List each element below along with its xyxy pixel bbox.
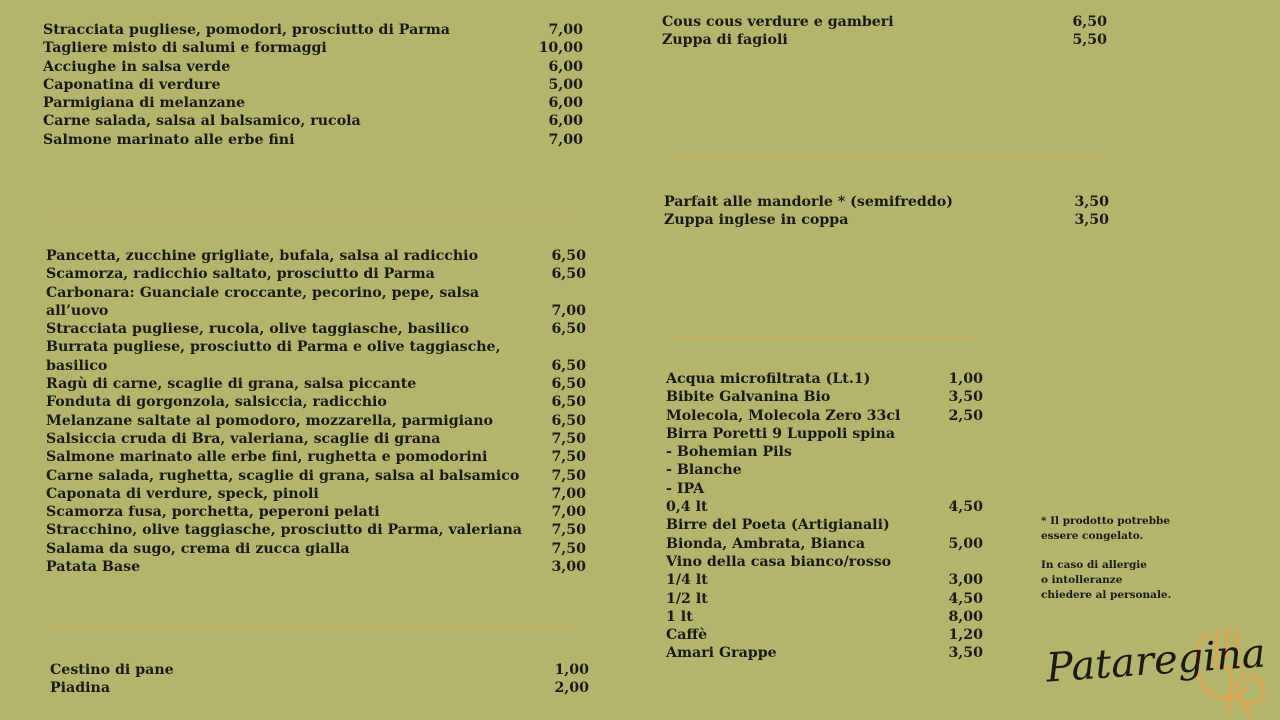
menu-item [46,448,586,466]
menu-item [43,39,583,57]
menu-item [666,516,983,534]
menu-item-name: Scamorza, radicchio saltato, prosciutto di Parma [46,266,435,283]
menu-item [46,338,586,375]
menu-item-name: Patata Base [46,559,141,576]
menu-item-name: Melanzane saltate al pomodoro, mozzarella, parmigiano [46,412,493,429]
menu-item-name: Zuppa di fagioli [662,32,788,49]
divider-patate [48,626,584,627]
menu-item-name: 0,4 lt [666,499,708,516]
menu-item [46,247,586,265]
menu-item-name: Caponata di verdure, speck, pinoli [46,485,319,502]
menu-item-price: 8,00 [948,608,983,625]
antipasti-section [43,21,583,149]
menu-item-price: 6,50 [551,376,586,393]
bevande-section [666,370,983,663]
menu-item-name: Cous cous verdure e gamberi [662,14,894,30]
menu-item-name: Acqua microfiltrata (Lt.1) [666,371,871,387]
menu-item-price: 3,00 [551,559,586,576]
menu-item [46,430,586,448]
menu-item [46,558,586,576]
menu-item-price: 7,00 [551,302,586,319]
menu-item-name: Birra Poretti 9 Luppoli spina [666,425,896,442]
menu-item-name: Salmone marinato alle erbe fini [43,131,295,148]
menu-item-price: 5,50 [1072,32,1107,49]
menu-item-price: 7,50 [551,467,586,484]
menu-item-name: Burrata pugliese, prosciutto di Parma e olive taggiasche, basilico [46,339,501,374]
menu-item-name: Ragù di carne, scaglie di grana, salsa piccante [46,376,417,393]
menu-item [43,94,583,112]
menu-item-name: - Bohemian Pils [666,444,792,461]
menu-item [50,679,589,697]
note-congelato: * Il prodotto potrebbe essere congelato. [1041,515,1171,542]
menu-item [662,13,1107,31]
menu-item [46,393,586,411]
menu-item [46,521,586,539]
menu-item-name: Vino della casa bianco/rosso [666,553,892,570]
pataregina-logo [1042,628,1278,720]
menu-item [43,76,583,94]
menu-item [666,461,983,479]
menu-item-price: 4,50 [948,499,983,516]
menu-item [46,540,586,558]
menu-item [666,443,983,461]
menu-item [46,284,586,321]
menu-item-name: Carne salada, salsa al balsamico, rucola [43,113,361,130]
menu-item-name: Tagliere misto di salumi e formaggi [43,40,327,57]
menu-item [666,535,983,553]
divider-piatti [664,158,1108,159]
menu-item-name: Caponatina di verdure [43,76,221,93]
menu-item-price: 7,50 [551,430,586,447]
menu-item [664,193,1109,211]
menu-item-name: Acciughe in salsa verde [43,58,231,75]
menu-item-name: Salsiccia cruda di Bra, valeriana, scaglie di grana [46,430,441,447]
menu-item-name: 1/2 lt [666,590,708,607]
menu-item-price: 10,00 [538,40,583,57]
menu-item-price: 2,50 [948,407,983,424]
menu-item-name: Scamorza fusa, porchetta, peperoni pelati [46,504,380,521]
menu-item [666,590,983,608]
menu-item [666,571,983,589]
menu-item-name: Caffè [666,627,708,644]
menu-item-name: Amari Grappe [666,645,777,662]
menu-item-price: 1,00 [554,662,589,678]
menu-item-price: 1,20 [948,627,983,644]
menu-item [664,211,1109,229]
menu-item-name: Bibite Galvanina Bio [666,389,831,406]
menu-item [666,407,983,425]
menu-item-price: 6,50 [551,248,586,264]
menu-item-price: 7,00 [551,504,586,521]
menu-item [666,480,983,498]
menu-item [662,31,1107,49]
menu-item [46,375,586,393]
menu-item-name: 1/4 lt [666,572,708,589]
menu-item-name: Fonduta di gorgonzola, salsiccia, radicchio [46,394,387,411]
menu-item-name: Piadina [50,680,111,697]
menu-item [46,265,586,283]
menu-item-name: Stracciata pugliese, pomodori, prosciutto di Parma [43,22,450,38]
menu-item-name: Parmigiana di melanzane [43,95,246,112]
menu-item-price: 3,50 [948,389,983,406]
menu-item [666,370,983,388]
divider-antipasti [45,213,579,214]
menu-item [666,388,983,406]
menu-item [666,498,983,516]
note-spacer [1041,544,1211,558]
divider-dolci [664,336,978,337]
piatti-section [662,13,1107,50]
menu-item [50,661,589,679]
menu-item [666,425,983,443]
menu-item-price: 6,50 [551,412,586,429]
patate-section [46,247,586,576]
note-allergie: In caso di allergie o intolleranze chiedere al personale. [1041,559,1172,601]
menu-item-price: 5,00 [948,535,983,552]
menu-item-price: 7,50 [551,540,586,557]
menu-item-price: 6,00 [548,58,583,75]
menu-item-name: Bionda, Ambrata, Bianca [666,535,866,552]
menu-item-price: 3,50 [1074,194,1109,210]
menu-item-price: 7,50 [551,522,586,539]
menu-item-name: Molecola, Molecola Zero 33cl [666,407,901,424]
menu-item [46,485,586,503]
menu-item-price: 6,00 [548,95,583,112]
menu-item-price: 6,50 [551,394,586,411]
menu-item-price: 3,50 [1074,212,1109,229]
allergy-note [1041,514,1211,603]
menu-item-name: - Blanche [666,462,742,479]
menu-item-name: Zuppa inglese in coppa [664,212,849,229]
menu-item-name: Salama da sugo, crema di zucca gialla [46,540,350,557]
menu-item-price: 2,00 [554,680,589,697]
menu-item-price: 6,00 [548,113,583,130]
menu-item-name: 1 lt [666,608,693,625]
menu-item-name: Carbonara: Guanciale croccante, pecorino, pepe, salsa all’uovo [46,284,480,319]
menu-item [666,553,983,571]
menu-item [46,467,586,485]
menu-item [43,21,583,39]
menu-item-price: 6,50 [551,266,586,283]
menu-item-price: 7,50 [551,449,586,466]
pane-section [50,661,589,698]
logo-text: Pataregina [1044,630,1268,692]
menu-item-name: Stracciata pugliese, rucola, olive taggiasche, basilico [46,321,470,338]
menu-item-price: 7,00 [548,22,583,38]
menu-item-price: 3,00 [948,572,983,589]
menu-item-price: 4,50 [948,590,983,607]
menu-item-price: 6,50 [1072,14,1107,30]
menu-item [46,320,586,338]
menu-item [46,503,586,521]
menu-item-name: Birre del Poeta (Artigianali) [666,517,890,534]
menu-item [666,608,983,626]
menu-item [46,412,586,430]
menu-item-name: Pancetta, zucchine grigliate, bufala, salsa al radicchio [46,248,479,264]
menu-item [666,626,983,644]
menu-item-price: 1,00 [948,371,983,387]
menu-item-name: - IPA [666,480,705,497]
menu-item-price: 5,00 [548,76,583,93]
menu-item-name: Cestino di pane [50,662,174,678]
menu-item [666,644,983,662]
menu-item-price: 6,50 [551,357,586,374]
menu-item-name: Salmone marinato alle erbe fini, rughetta e pomodorini [46,449,488,466]
menu-item-price: 7,00 [551,485,586,502]
menu-item-price: 7,00 [548,131,583,148]
menu-item-price: 6,50 [551,321,586,338]
dolci-section [664,193,1109,230]
menu-item-name: Stracchino, olive taggiasche, prosciutto di Parma, valeriana [46,522,522,539]
menu-item [43,112,583,130]
menu-item-name: Parfait alle mandorle * (semifreddo) [664,194,953,210]
menu-item [43,131,583,149]
menu-item [43,58,583,76]
menu-item-price: 3,50 [948,645,983,662]
menu-item-name: Carne salada, rughetta, scaglie di grana, salsa al balsamico [46,467,520,484]
